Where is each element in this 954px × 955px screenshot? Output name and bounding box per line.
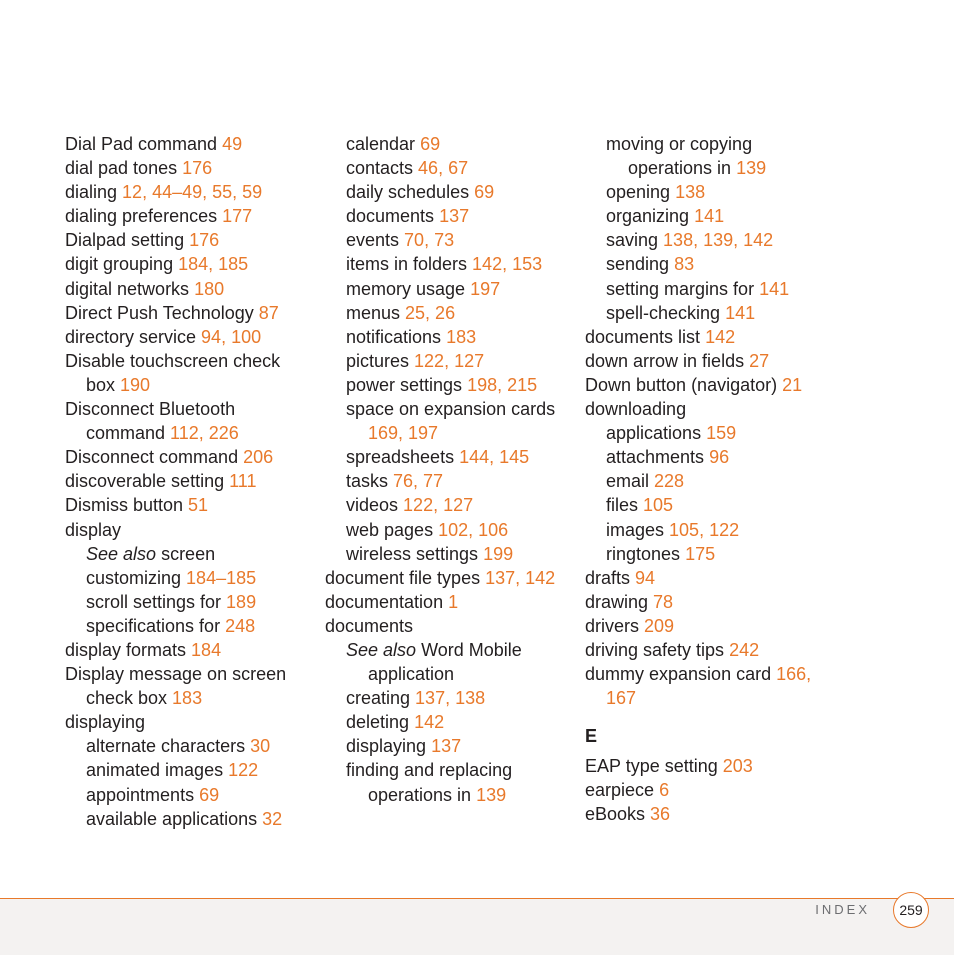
index-entry	[65, 349, 315, 373]
index-term: Dial Pad command	[65, 134, 223, 154]
page-reference-link[interactable]: 6	[659, 780, 670, 801]
index-term: operations in	[368, 784, 477, 805]
index-term: ringtones	[606, 543, 686, 564]
index-term: calendar	[346, 134, 421, 154]
page-reference-link[interactable]: 142, 153	[472, 254, 543, 275]
index-term: web pages	[346, 519, 439, 540]
index-entry	[325, 301, 580, 325]
index-entry	[325, 566, 580, 590]
index-term: document file types	[325, 567, 486, 588]
index-term: specifications for	[86, 615, 226, 636]
index-term: applications	[606, 423, 707, 444]
page-reference-link[interactable]: 102, 106	[438, 519, 509, 540]
index-entry	[65, 325, 315, 349]
page-reference-link[interactable]: 139	[736, 158, 767, 179]
index-entry	[65, 614, 315, 638]
index-entry	[65, 686, 315, 710]
index-term: Disconnect Bluetooth	[65, 399, 236, 420]
page-reference-link[interactable]: 184	[191, 639, 222, 660]
index-entry	[585, 132, 835, 156]
index-term: Down button (navigator)	[585, 374, 783, 395]
index-term: scroll settings for	[86, 591, 227, 612]
index-term: driving safety tips	[585, 639, 730, 660]
index-term: dummy expansion card	[585, 664, 777, 685]
index-term: attachments	[606, 447, 710, 468]
index-term: earpiece	[585, 780, 660, 801]
index-term: appointments	[86, 784, 200, 805]
index-entry	[65, 638, 315, 662]
index-term: contacts	[346, 158, 419, 179]
page-reference-link[interactable]: 112, 226	[170, 423, 239, 444]
index-term: Dismiss button	[65, 495, 189, 516]
index-entry	[65, 469, 315, 493]
page-reference-link[interactable]: 177	[222, 206, 253, 227]
index-term: drawing	[585, 591, 654, 612]
index-term: displaying	[346, 736, 432, 757]
index-entry	[585, 180, 835, 204]
page-reference-link[interactable]: 122, 127	[414, 350, 485, 371]
page-reference-link[interactable]: 51	[188, 495, 209, 516]
index-entry	[585, 445, 835, 469]
index-entry	[585, 469, 835, 493]
index-entry	[65, 758, 315, 782]
index-entry	[325, 493, 580, 517]
index-term: Display message on screen	[65, 664, 287, 685]
index-entry	[325, 518, 580, 542]
page-reference-link[interactable]: 144, 145	[459, 447, 530, 468]
index-term: images	[606, 519, 670, 540]
index-term: EAP type setting	[585, 756, 723, 777]
index-entry	[325, 469, 580, 493]
index-entry	[325, 686, 580, 710]
index-term: menus	[346, 302, 406, 323]
index-entry	[585, 638, 835, 662]
page-reference-link[interactable]: 167	[606, 688, 637, 709]
see-also-label: See also	[86, 543, 157, 564]
index-term: drafts	[585, 567, 636, 588]
index-entry	[65, 397, 315, 421]
page-reference-link[interactable]: 32	[262, 808, 283, 829]
page-reference-link[interactable]: 228	[654, 471, 685, 492]
page-reference-link[interactable]: 198, 215	[467, 374, 538, 395]
index-term: available applications	[86, 808, 263, 829]
page-reference-link[interactable]: 83	[674, 254, 695, 275]
index-entry	[325, 662, 580, 686]
index-term: items in folders	[346, 254, 473, 275]
page-reference-link[interactable]: 76, 77	[393, 471, 444, 492]
index-entry	[585, 349, 835, 373]
page-reference-link[interactable]: 96	[709, 447, 730, 468]
index-term: command	[86, 423, 171, 444]
page-footer	[0, 898, 954, 955]
index-entry	[585, 252, 835, 276]
page-reference-link[interactable]: 49	[222, 134, 243, 154]
index-term: spell-checking	[606, 302, 726, 323]
see-also-label: See also	[346, 639, 417, 660]
page-number-badge: 259	[893, 892, 929, 928]
index-entry	[585, 662, 835, 686]
footer-section-label: INDEX	[815, 902, 870, 917]
index-term: moving or copying	[606, 134, 753, 154]
page-reference-link[interactable]: 137, 142	[485, 567, 556, 588]
page-reference-link[interactable]: 30	[250, 736, 271, 757]
page-reference-link[interactable]: 184, 185	[178, 254, 249, 275]
index-term: Disconnect command	[65, 447, 244, 468]
index-term: organizing	[606, 206, 695, 227]
index-entry	[325, 590, 580, 614]
index-term: pictures	[346, 350, 415, 371]
index-entry	[65, 204, 315, 228]
index-entry	[325, 710, 580, 734]
page-reference-link[interactable]: 105, 122	[669, 519, 740, 540]
index-term: power settings	[346, 374, 468, 395]
page-reference-link[interactable]: 176	[189, 230, 220, 251]
index-term: dial pad tones	[65, 158, 183, 179]
page-reference-link[interactable]: 137	[431, 736, 462, 757]
page-reference-link[interactable]: 183	[446, 326, 477, 347]
index-term: box	[86, 374, 121, 395]
index-term: events	[346, 230, 405, 251]
index-term: notifications	[346, 326, 447, 347]
page-reference-link[interactable]: 169, 197	[368, 423, 439, 444]
page-reference-link[interactable]: 139	[476, 784, 507, 805]
index-term: Word Mobile	[416, 639, 522, 660]
index-term: creating	[346, 688, 416, 709]
index-term: setting margins for	[606, 278, 760, 299]
index-entry	[65, 783, 315, 807]
index-term: discoverable setting	[65, 471, 230, 492]
page-reference-link[interactable]: 70, 73	[404, 230, 455, 251]
index-entry	[65, 301, 315, 325]
page-reference-link[interactable]: 166,	[776, 664, 812, 685]
index-entry	[585, 778, 835, 802]
index-entry	[65, 542, 315, 566]
page-reference-link[interactable]: 180	[194, 278, 225, 299]
index-term: dialing	[65, 182, 123, 203]
page-reference-link[interactable]: 138, 139, 142	[663, 230, 774, 251]
page-reference-link[interactable]: 46, 67	[418, 158, 469, 179]
page-reference-link[interactable]: 137, 138	[415, 688, 486, 709]
index-term: application	[368, 664, 455, 685]
page-reference-link[interactable]: 175	[685, 543, 716, 564]
index-term: displaying	[65, 712, 146, 733]
index-entry	[585, 614, 835, 638]
index-term: Direct Push Technology	[65, 302, 259, 323]
page-reference-link[interactable]: 78	[653, 591, 674, 612]
index-entry	[65, 518, 315, 542]
page-reference-link[interactable]: 69	[199, 784, 220, 805]
index-entry	[325, 325, 580, 349]
page-reference-link[interactable]: 122, 127	[403, 495, 474, 516]
page-reference-link[interactable]: 176	[182, 158, 213, 179]
index-entry	[325, 228, 580, 252]
page-reference-link[interactable]: 141	[694, 206, 725, 227]
index-term: Dialpad setting	[65, 230, 190, 251]
index-entry	[325, 373, 580, 397]
index-entry	[65, 156, 315, 180]
index-entry	[585, 590, 835, 614]
index-entry	[585, 566, 835, 590]
page-reference-link[interactable]: 36	[650, 804, 671, 825]
index-term: downloading	[585, 399, 687, 420]
index-term: documents	[325, 615, 414, 636]
index-term: digit grouping	[65, 254, 179, 275]
index-entry	[325, 614, 580, 638]
index-entry	[325, 349, 580, 373]
page-reference-link[interactable]: 69	[474, 182, 495, 203]
index-term: customizing	[86, 567, 187, 588]
page-reference-link[interactable]: 184–185	[186, 567, 257, 588]
page-reference-link[interactable]: 203	[722, 756, 753, 777]
index-term: finding and replacing	[346, 760, 513, 781]
page-reference-link[interactable]: 142	[414, 712, 445, 733]
page-reference-link[interactable]: 138	[675, 182, 706, 203]
index-column-2	[325, 132, 580, 807]
index-entry	[65, 807, 315, 831]
index-entry	[585, 754, 835, 778]
index-term: spreadsheets	[346, 447, 460, 468]
index-term: documents list	[585, 326, 706, 347]
page-reference-link[interactable]: 183	[172, 688, 203, 709]
index-entry	[65, 710, 315, 734]
index-term: alternate characters	[86, 736, 251, 757]
index-entry	[585, 204, 835, 228]
index-entry	[65, 590, 315, 614]
page-reference-link[interactable]: 27	[749, 350, 770, 371]
index-term: display formats	[65, 639, 192, 660]
index-term: email	[606, 471, 655, 492]
index-term: videos	[346, 495, 404, 516]
index-term: digital networks	[65, 278, 195, 299]
index-entry	[65, 662, 315, 686]
index-entry	[585, 493, 835, 517]
index-term: eBooks	[585, 804, 651, 825]
index-term: opening	[606, 182, 676, 203]
index-term: drivers	[585, 615, 645, 636]
page-reference-link[interactable]: 87	[258, 302, 279, 323]
page-reference-link[interactable]: 190	[120, 374, 151, 395]
page-reference-link[interactable]: 25, 26	[405, 302, 456, 323]
page-reference-link[interactable]: 21	[782, 374, 803, 395]
index-column-1	[65, 132, 315, 831]
index-entry	[325, 132, 580, 156]
index-entry	[65, 493, 315, 517]
index-term: deleting	[346, 712, 415, 733]
index-entry	[325, 156, 580, 180]
index-entry	[325, 542, 580, 566]
index-entry	[585, 301, 835, 325]
index-entry	[325, 397, 580, 421]
index-term: directory service	[65, 326, 202, 347]
page-reference-link[interactable]: 209	[644, 615, 675, 636]
index-entry	[65, 180, 315, 204]
index-term: memory usage	[346, 278, 471, 299]
index-entry	[585, 325, 835, 349]
index-entry	[325, 180, 580, 204]
index-entry	[585, 397, 835, 421]
index-entry	[325, 204, 580, 228]
index-entry	[325, 758, 580, 782]
index-entry	[585, 421, 835, 445]
index-term: operations in	[628, 158, 737, 179]
page-reference-link[interactable]: 206	[243, 447, 274, 468]
index-entry	[65, 252, 315, 276]
page-reference-link[interactable]: 111	[229, 471, 257, 492]
index-entry	[585, 542, 835, 566]
page-reference-link[interactable]: 105	[643, 495, 674, 516]
index-entry	[65, 445, 315, 469]
index-term: animated images	[86, 760, 229, 781]
index-term: screen	[156, 543, 216, 564]
page-reference-link[interactable]: 69	[420, 134, 441, 154]
index-term: check box	[86, 688, 173, 709]
index-term: space on expansion cards	[346, 399, 556, 420]
page-reference-link[interactable]: 159	[706, 423, 737, 444]
index-entry	[585, 802, 835, 826]
index-term: sending	[606, 254, 675, 275]
index-entry	[585, 228, 835, 252]
index-term: files	[606, 495, 644, 516]
index-entry	[65, 421, 315, 445]
page-reference-link[interactable]: 94	[635, 567, 656, 588]
page-reference-link[interactable]: 248	[225, 615, 256, 636]
index-entry	[585, 373, 835, 397]
index-entry	[585, 277, 835, 301]
index-column-3	[585, 132, 835, 827]
index-entry	[325, 783, 580, 807]
page-reference-link[interactable]: 141	[725, 302, 756, 323]
page-reference-link[interactable]: 242	[729, 639, 760, 660]
index-entry	[65, 228, 315, 252]
index-entry	[325, 252, 580, 276]
index-entry	[325, 277, 580, 301]
page-reference-link[interactable]: 189	[226, 591, 257, 612]
index-entry	[65, 566, 315, 590]
index-term: wireless settings	[346, 543, 484, 564]
index-entry	[325, 734, 580, 758]
index-term: documentation	[325, 591, 449, 612]
index-entry	[65, 132, 315, 156]
page-reference-link[interactable]: 12, 44–49, 55, 59	[122, 182, 263, 203]
section-letter-heading: E	[585, 726, 598, 747]
page-reference-link[interactable]: 199	[483, 543, 514, 564]
page-reference-link[interactable]: 122	[228, 760, 259, 781]
index-term: tasks	[346, 471, 394, 492]
page-reference-link[interactable]: 94, 100	[201, 326, 262, 347]
index-term: saving	[606, 230, 664, 251]
index-entry	[585, 686, 835, 710]
page-reference-link[interactable]: 197	[470, 278, 501, 299]
index-entry	[325, 445, 580, 469]
page-reference-link[interactable]: 1	[448, 591, 459, 612]
index-entry	[325, 638, 580, 662]
page-reference-link[interactable]: 141	[759, 278, 790, 299]
index-term: documents	[346, 206, 440, 227]
page-reference-link[interactable]: 142	[705, 326, 736, 347]
index-term: dialing preferences	[65, 206, 223, 227]
index-entry	[65, 373, 315, 397]
index-term: daily schedules	[346, 182, 475, 203]
index-entry	[585, 156, 835, 180]
index-term: down arrow in fields	[585, 350, 750, 371]
index-entry	[585, 518, 835, 542]
index-term: display	[65, 519, 122, 540]
index-entry	[65, 277, 315, 301]
index-term: Disable touchscreen check	[65, 350, 281, 371]
page-reference-link[interactable]: 137	[439, 206, 470, 227]
index-entry	[325, 421, 580, 445]
index-entry	[65, 734, 315, 758]
